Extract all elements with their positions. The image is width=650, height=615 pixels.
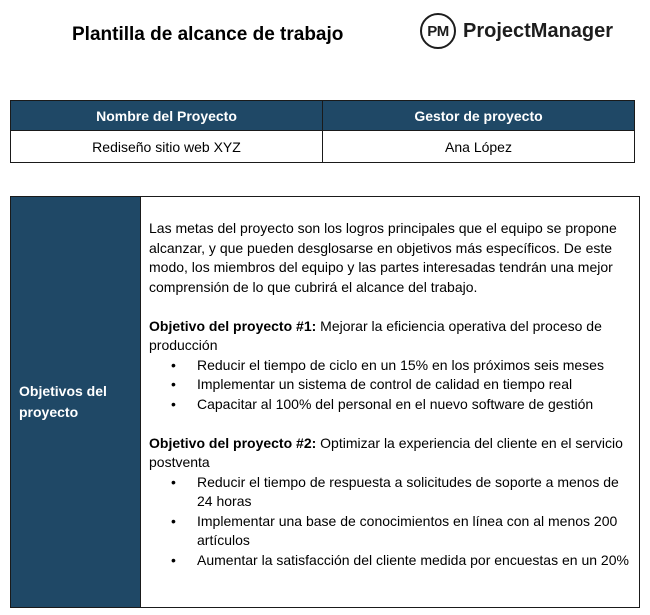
bullet-icon: • — [171, 356, 176, 373]
objective-text: Mejorar la eficiencia operativa del proceso de producción — [149, 317, 602, 353]
list-item: • Implementar un sistema de control de calidad en tiempo real — [149, 375, 629, 395]
column-header: Nombre del Proyecto — [11, 101, 323, 131]
objectives-content — [141, 197, 639, 607]
objective-1-list — [149, 356, 629, 415]
objective-1 — [149, 317, 629, 356]
bullet-icon: • — [171, 512, 176, 529]
list-item: • Implementar una base de conocimientos en línea con al menos 200 artículos — [171, 512, 618, 548]
table-row — [11, 131, 635, 163]
list-item: • Capacitar al 100% del personal en el nuevo software de gestión — [149, 395, 629, 415]
objective-2-list — [149, 473, 629, 571]
project-info-table — [10, 100, 635, 163]
bullet-icon: • — [171, 551, 176, 568]
objective-2 — [149, 434, 629, 473]
list-item: • Aumentar la satisfacción del cliente medida por encuestas en un 20% — [149, 551, 629, 571]
column-header: Gestor de proyecto — [323, 101, 635, 131]
project-name-value: Rediseño sitio web XYZ — [11, 131, 323, 163]
objective-heading: Objetivo del proyecto #2: — [149, 434, 317, 451]
table-header-row — [11, 101, 635, 131]
objectives-label: Objetivos del proyecto — [11, 197, 141, 607]
bullet-icon: • — [171, 473, 176, 490]
bullet-icon: • — [171, 395, 176, 412]
pm-logo-icon: PM — [420, 13, 456, 49]
intro-paragraph: Las metas del proyecto son los logros principales que el equipo se propone alcanzar, y que pueden desglosarse en objetivos más específicos. De este modo, los miembros del equipo y las partes interesadas tendrán una mejor comprensión de lo que cubrirá el alcance del trabajo. — [149, 220, 617, 295]
bullet-icon: • — [171, 376, 176, 392]
page-title: Plantilla de alcance de trabajo — [72, 24, 344, 45]
objective-heading: Objetivo del proyecto #1: — [149, 317, 317, 334]
logo-text: ProjectManager — [463, 19, 614, 42]
list-item: • Reducir el tiempo de respuesta a solicitudes de soporte a menos de 24 horas — [171, 473, 619, 509]
projectmanager-logo — [420, 13, 613, 49]
objectives-section — [10, 196, 640, 608]
objective-text: Optimizar la experiencia del cliente en el servicio postventa — [149, 434, 623, 470]
project-manager-value: Ana López — [323, 131, 635, 163]
list-item: • Reducir el tiempo de ciclo en un 15% en los próximos seis meses — [149, 356, 629, 376]
